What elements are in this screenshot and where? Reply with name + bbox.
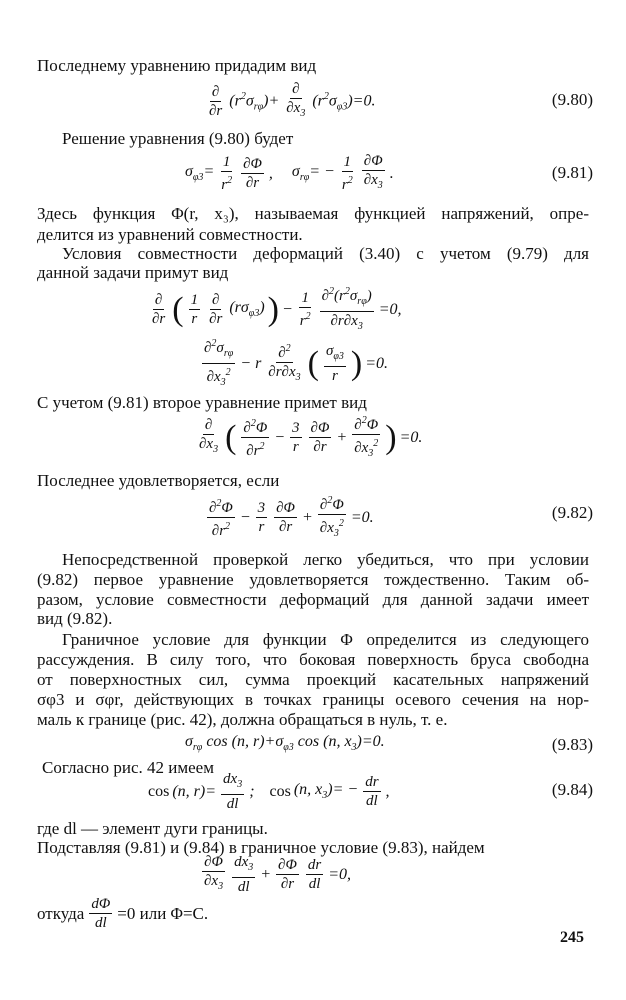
equation-number: (9.81)	[551, 163, 593, 182]
paragraph-line: Здесь функция Φ(r, x₃), называемая функцией напряжений, опре-	[37, 204, 589, 223]
equation-number: (9.82)	[551, 503, 593, 522]
paragraph-line: С учетом (9.81) второе уравнение примет вид	[37, 393, 367, 412]
equation-9-81: $\sigma_{\varphi 3}=$ $\frac{1}{r^2}$ $\frac{\partial\Phi}{\partial r}$ , $\sigma_{r\varphi}=$ − $\frac{1}{r^2}$ $\frac{\partial\Phi}{\partial x_3}$ .	[185, 153, 394, 193]
page-number: 245	[560, 929, 584, 946]
equation-number: (9.80)	[551, 90, 593, 109]
paragraph-line: Решение уравнения (9.80) будет	[62, 129, 294, 148]
equation-9-80: $\frac{\partial}{\partial r}$ $(r^2\sigma_{r\varphi})+$ $\frac{\partial}{\partial x_3}$ $(r^2\sigma_{\varphi 3})=0$.	[209, 81, 376, 119]
conclusion-suffix: =0 или Φ=C.	[117, 903, 209, 923]
paragraph-line: данной задачи примут вид	[37, 263, 229, 282]
conclusion-prefix: откуда	[37, 903, 85, 923]
compatibility-equation-2: $\frac{\partial^2\sigma_{r\varphi}}{\partial x_3^2}$ − r $\frac{\partial^2}{\partial r\partial x_3}$ ( $\frac{\sigma_{\varphi 3}}{r}$ ) =0.	[200, 335, 388, 392]
paragraph-line: где dl — элемент дуги границы.	[37, 819, 268, 838]
paragraph-line: σφ3 и σφr, действующих в точках границы осевого сечения на нор-	[37, 690, 589, 709]
equation-9-84: cos (n, r)= $\frac{dx_3}{dl}$ ; cos (n, $x_3)=$ − $\frac{dr}{dl}$ ,	[148, 771, 390, 812]
paragraph-line: Непосредственной проверкой легко убедиться, что при условии	[62, 550, 589, 569]
paragraph-line: (9.82) первое уравнение удовлетворяется тождественно. Таким об-	[37, 570, 589, 589]
paragraph-line: от поверхностных сил, сумма проекций касательных напряжений	[37, 670, 589, 689]
paragraph-line: маль к границе (рис. 42), должна обращаться в нуль, т. е.	[37, 710, 448, 729]
equation-9-82: $\frac{\partial^2\Phi}{\partial r^2}$ − $\frac{3}{r}$ $\frac{\partial\Phi}{\partial r}$ + $\frac{\partial^2\Phi}{\partial x_3^2}$ =0.	[205, 492, 374, 543]
equation-9-83: $\sigma_{r\varphi}$ cos (n, $r)+\sigma_{\varphi 3}$ cos (n, $x_3)=0$.	[185, 733, 385, 754]
paragraph-line: Последнему уравнению придадим вид	[37, 56, 317, 75]
paragraph-line: делится из уравнений совместности.	[37, 225, 303, 244]
compatibility-equation-1: $\frac{\partial}{\partial r}$ ( $\frac{1}{r}$ $\frac{\partial}{\partial r}$ $(r\sigma_{\varphi 3})$ ) − $\frac{1}{r^2}$ $\frac{\partial^2(r^2\sigma_{r\varphi})}{\partial r\partial x_3}$ =0,	[148, 283, 402, 336]
paragraph-line: Условия совместности деформаций (3.40) с учетом (9.79) для	[62, 244, 589, 263]
paragraph-line: Подставляя (9.81) и (9.84) в граничное условие (9.83), найдем	[37, 838, 485, 857]
equation-boundary: $\frac{\partial\Phi}{\partial x_3}$ $\frac{dx_3}{dl}$ + $\frac{\partial\Phi}{\partial r}$ $\frac{dr}{dl}$ =0,	[204, 854, 352, 895]
paragraph-line: Последнее удовлетворяется, если	[37, 471, 280, 490]
paragraph-line: вид (9.82).	[37, 609, 113, 628]
paragraph-line: рассуждения. В силу того, что боковая поверхность бруса свободна	[37, 650, 589, 669]
paragraph-line: Граничное условие для функции Φ определится из следующего	[62, 630, 589, 649]
equation-number: (9.84)	[551, 780, 593, 799]
equation-transformed: $\frac{\partial}{\partial x_3}$ ( $\frac{\partial^2\Phi}{\partial r^2}$ − $\frac{3}{r}$ $\frac{\partial\Phi}{\partial r}$ + $\frac{\partial^2\Phi}{\partial x_3^2}$ ) =0.	[195, 412, 422, 463]
paragraph-line: разом, условие совместности деформаций для данной задачи имеет	[37, 590, 589, 609]
equation-number: (9.83)	[551, 735, 593, 754]
paragraph-line: Согласно рис. 42 имеем	[42, 758, 214, 777]
conclusion-line: откуда $\frac{d\Phi}{dl}$ =0 или Φ=C.	[37, 896, 209, 931]
